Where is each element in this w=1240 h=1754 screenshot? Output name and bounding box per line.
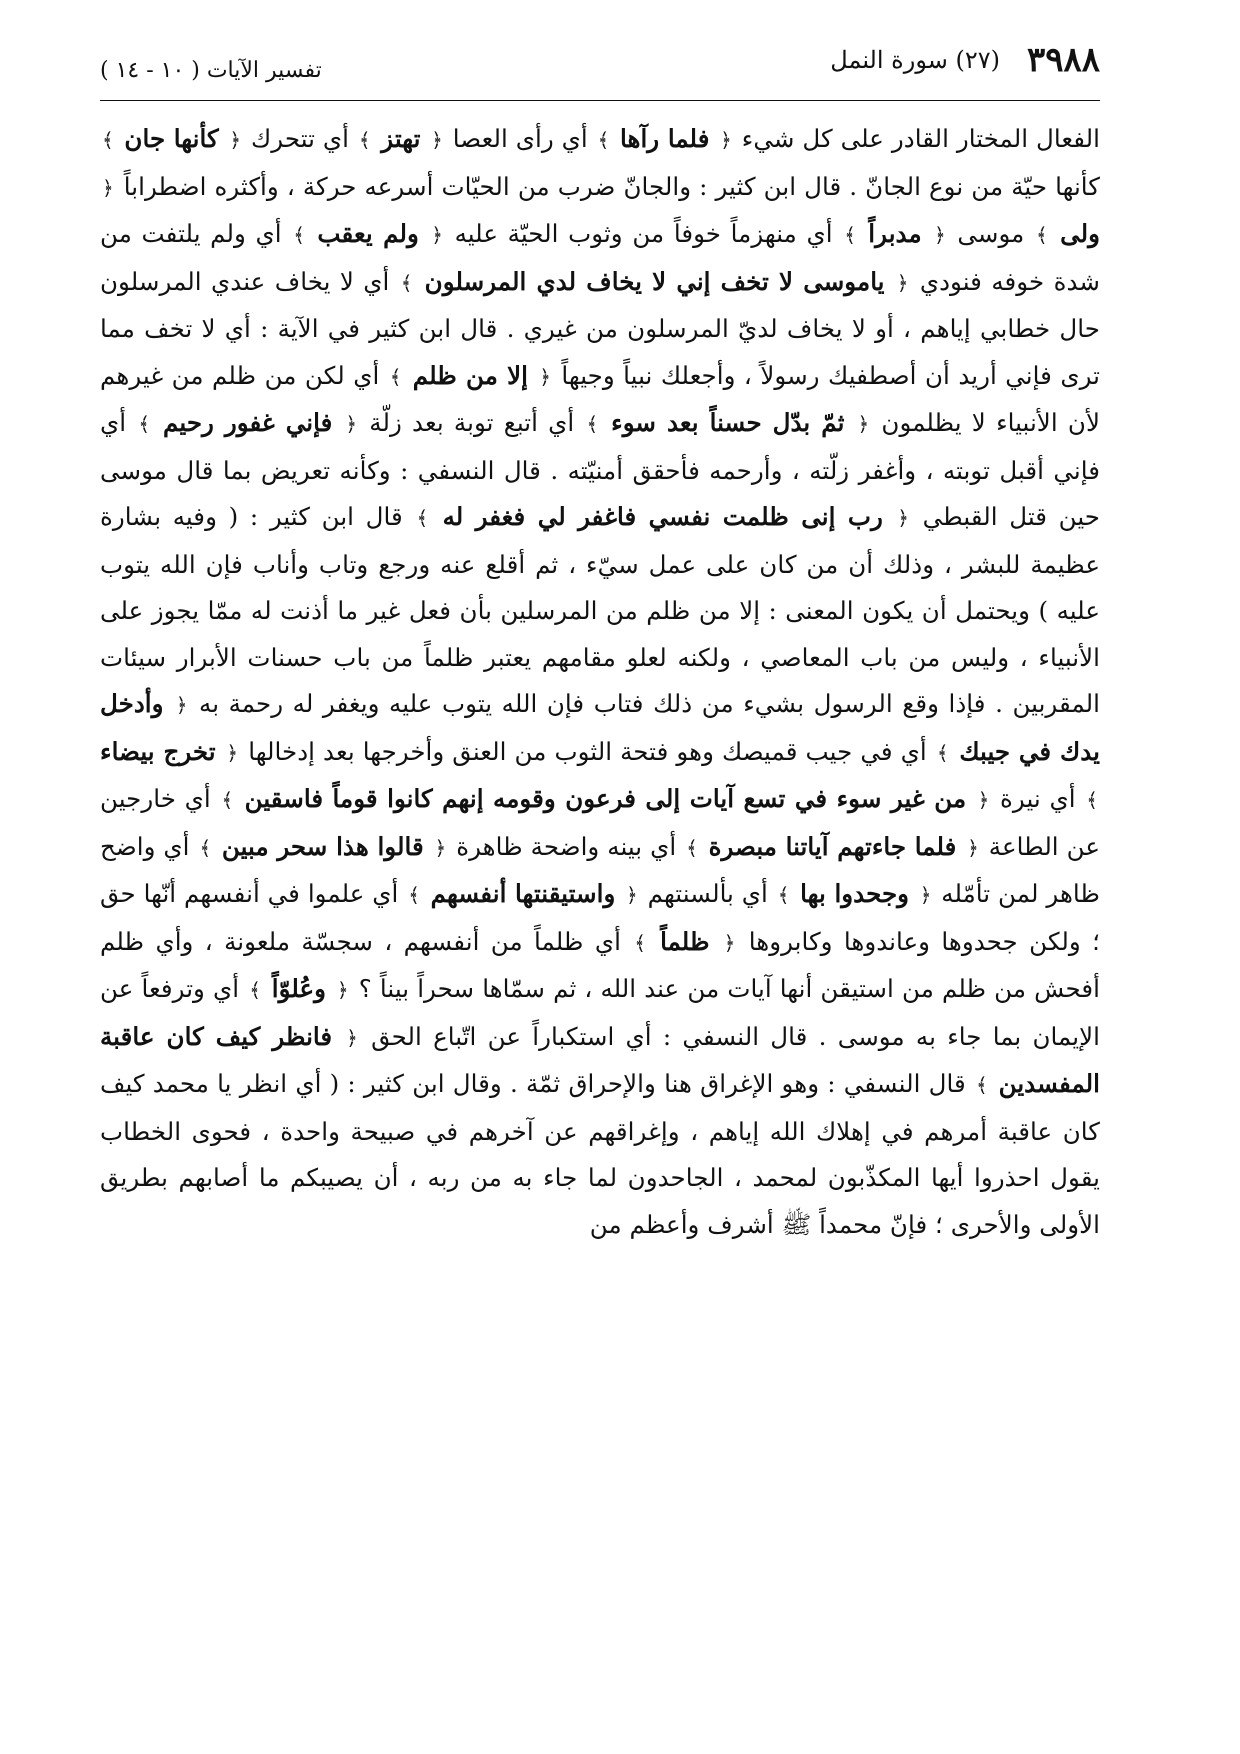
- ornate-bracket-close: ﴾: [221, 788, 234, 812]
- ornate-bracket-open: ﴿: [102, 175, 114, 200]
- commentary-text: أي تتحرك: [243, 124, 357, 153]
- quran-text: وجحدوا بها: [791, 879, 918, 908]
- header-divider: [100, 100, 1100, 101]
- ornate-bracket-close: ﴾: [416, 506, 429, 530]
- ornate-bracket-close: ﴾: [975, 1073, 988, 1097]
- quran-excerpt: [684, 832, 981, 861]
- ornate-bracket-open: ﴿: [431, 223, 443, 247]
- ornate-bracket-close: ﴾: [936, 740, 949, 765]
- commentary-text: أي نيرة: [991, 784, 1085, 813]
- commentary-text: أي رأى العصا: [444, 124, 596, 153]
- ornate-bracket-close: ﴾: [293, 223, 306, 247]
- quran-text: إلا من ظلم: [403, 360, 538, 390]
- commentary-text: قال ابن كثير : ( وفيه بشارة عظيمة للبشر ، وذلك أن من كان على عمل سيّء ، ثم أقلع عنه ورجع وتاب وأناب فإن الله يتوب عليه ) ويحتمل أن يكون المعنى : إلا من ظلم من المرسلين بأن فعل غير ما أذنت له ممّا يجوز على الأنبياء ، وليس من باب المعاصي ، ولكنه لعلو مقامهم يعتبر ظلماً من باب حسنات الأبرار سيئات المقربين . فإذا وقع الرسول بشيء من ذلك فتاب فإن الله يتوب عليه ويغفر له رحمة به: [100, 502, 1100, 718]
- quran-text: تخرج بيضاء: [100, 736, 225, 766]
- ornate-bracket-open: ﴿: [967, 835, 979, 860]
- quran-text: فلما جاءتهم آياتنا مبصرة: [699, 831, 966, 861]
- ornate-bracket-open: ﴿: [857, 412, 870, 436]
- ornate-bracket-open: ﴿: [175, 693, 188, 717]
- quran-text: واستيقنتها أنفسهم: [422, 879, 624, 908]
- quran-excerpt: [596, 124, 734, 153]
- ornate-bracket-open: ﴿: [229, 128, 242, 152]
- quran-excerpt: [291, 219, 445, 248]
- quran-excerpt: [247, 974, 350, 1003]
- commentary-text: أي واضح ظاهر لمن تأمّله: [100, 831, 1100, 908]
- ornate-bracket-close: ﴾: [249, 978, 261, 1002]
- quran-text: كأنها جان: [115, 124, 228, 153]
- quran-text: فلما رآها: [611, 124, 719, 153]
- quran-excerpt: [219, 784, 991, 813]
- ornate-bracket-open: ﴿: [431, 128, 443, 152]
- quran-excerpt: [197, 832, 448, 861]
- quran-text: فإني غفور رحيم: [152, 408, 344, 437]
- commentary-text: كأنها حيّة من نوع الجانّ . قال ابن كثير : والجانّ ضرب من الحيّات أسرعه حركة ، وأكثره اضطراباً: [115, 171, 1100, 201]
- quran-text: ياموسى لا تخف إني لا يخاف لدي المرسلون: [414, 266, 895, 296]
- ornate-bracket-open: ﴿: [226, 740, 239, 765]
- commentary-text: أي فإني أقبل توبته ، وأغفر زلّته ، وأرحمه فأحقق أمنيّته . قال النسفي : وكأنه تعريض بما قال موسى حين قتل القبطي: [100, 408, 1101, 531]
- quran-excerpt: [406, 879, 639, 908]
- ornate-bracket-open: ﴿: [934, 223, 946, 247]
- tafsir-body: [100, 116, 1100, 1248]
- commentary-text: الفعال المختار القادر على كل شيء: [733, 124, 1101, 153]
- quran-excerpt: [357, 124, 445, 153]
- ornate-bracket-close: ﴾: [358, 128, 371, 152]
- ornate-bracket-open: ﴿: [897, 506, 909, 530]
- ornate-bracket-open: ﴿: [625, 883, 638, 907]
- quran-text: تهتز: [372, 124, 430, 153]
- ornate-bracket-close: ﴾: [408, 883, 420, 907]
- commentary-text: أي أتبع توبة بعد زلّة: [359, 408, 585, 437]
- ornate-bracket-close: ﴾: [777, 883, 790, 907]
- ornate-bracket-close: ﴾: [844, 223, 856, 247]
- quran-excerpt: [776, 879, 934, 908]
- commentary-text: قال النسفي : وهو الإغراق هنا والإحراق ثمّة . وقال ابن كثير : ( أي انظر يا محمد كيف كان عاقبة أمرهم في إهلاك الله إياهم ، وإغراقهم عن آخرهم في صبيحة واحدة ، فحوى الخطاب يقول احذروا أيها المكذّبون لمحمد ، الجاحدون لما جاء به من ربه ، أن يصيبكم ما أصابهم بطريق الأولى والأحرى ؛ فإنّ محمداً ﷺ أشرف وأعظم من: [100, 1069, 1100, 1239]
- quran-text: مدبراً: [857, 219, 933, 248]
- section-title: تفسير الآيات ( ١٠ - ١٤ ): [100, 58, 322, 83]
- ornate-bracket-close: ﴾: [138, 412, 151, 436]
- quran-excerpt: [136, 408, 359, 437]
- commentary-text: أي بألسنتهم: [639, 879, 776, 908]
- commentary-text: موسى: [947, 219, 1035, 248]
- commentary-text: أي ظلماً من أنفسهم ، سجسّة ملعونة ، وأي ظلم أفحش من ظلم من استيقن أنها آيات من عند الله ، ثم سمّاها سحراً بيناً ؟: [100, 926, 1100, 1003]
- quran-text: ظلماً: [647, 926, 722, 956]
- ornate-bracket-close: ﴾: [199, 835, 212, 860]
- ornate-bracket-open: ﴿: [723, 930, 736, 955]
- ornate-bracket-close: ﴾: [389, 364, 402, 389]
- ornate-bracket-open: ﴿: [720, 128, 732, 152]
- commentary-text: أي خارجين عن الطاعة: [100, 784, 1100, 861]
- ornate-bracket-close: ﴾: [1036, 223, 1048, 247]
- ornate-bracket-close: ﴾: [634, 930, 646, 955]
- quran-text: ثمّ بدّل حسناً بعد سوء: [600, 408, 856, 437]
- quran-text: وأدخل يدك في جيبك: [100, 689, 1100, 766]
- ornate-bracket-open: ﴿: [539, 364, 551, 389]
- ornate-bracket-close: ﴾: [586, 412, 599, 436]
- ornate-bracket-open: ﴿: [977, 788, 990, 812]
- quran-excerpt: [414, 502, 911, 531]
- quran-text: ولى: [1049, 219, 1100, 248]
- commentary-text: أي ولم يلتفت من شدة خوفه فنودي: [100, 219, 1101, 296]
- ornate-bracket-open: ﴿: [434, 835, 447, 860]
- ornate-bracket-close: ﴾: [1086, 788, 1098, 812]
- quran-text: قالوا هذا سحر مبين: [213, 831, 433, 861]
- ornate-bracket-open: ﴿: [919, 883, 932, 907]
- quran-text: ولم يعقب: [307, 219, 430, 248]
- ornate-bracket-close: ﴾: [102, 128, 114, 152]
- quran-excerpt: [388, 361, 553, 390]
- commentary-text: أي وترفعاً عن الإيمان بما جاء به موسى . قال النسفي : أي استكباراً عن اتّباع الحق: [100, 974, 1100, 1051]
- quran-excerpt: [584, 408, 871, 437]
- quran-text: من غير سوء في تسع آيات إلى فرعون وقومه إنهم كانوا قوماً فاسقين: [235, 784, 976, 813]
- page-header: [100, 40, 1100, 90]
- quran-excerpt: [399, 267, 911, 296]
- commentary-text: أي في جيب قميصك وهو فتحة الثوب من العنق وأخرجها بعد إدخالها: [240, 736, 935, 766]
- quran-text: وعُلوّاً: [262, 974, 335, 1003]
- document-page: [100, 40, 1100, 1720]
- ornate-bracket-close: ﴾: [400, 270, 413, 295]
- commentary-text: أي لا يخاف عندي المرسلون حال خطابي إياهم ، أو لا يخاف لديّ المرسلون من غيري . قال ابن كثير في الآية : أي لا تخف مما ترى فإني أريد أن أصطفيك رسولاً ، وأجعلك نبياً وجيهاً: [100, 266, 1100, 390]
- ornate-bracket-open: ﴿: [346, 1025, 358, 1050]
- ornate-bracket-close: ﴾: [686, 835, 698, 860]
- page-number: ٣٩٨٨: [1026, 40, 1100, 80]
- quran-excerpt: [100, 124, 243, 153]
- ornate-bracket-open: ﴿: [336, 978, 349, 1002]
- ornate-bracket-close: ﴾: [597, 128, 610, 152]
- tafsir-paragraph: [100, 116, 1100, 1248]
- ornate-bracket-open: ﴿: [345, 412, 358, 436]
- surah-name: (٢٧) سورة النمل: [830, 46, 1000, 74]
- quran-text: فانظر كيف كان عاقبة المفسدين: [100, 1021, 1101, 1098]
- ornate-bracket-open: ﴿: [896, 270, 909, 295]
- commentary-text: أي منهزماً خوفاً من وثوب الحيّة عليه: [444, 219, 843, 248]
- commentary-text: أي بينه واضحة ظاهرة: [448, 831, 685, 861]
- commentary-text: أي علموا في أنفسهم أنّها حق ؛ ولكن جحدوها وعاندوها وكابروها: [100, 879, 1100, 956]
- quran-excerpt: [632, 927, 737, 956]
- quran-excerpt: [842, 219, 948, 248]
- quran-text: رب إنى ظلمت نفسي فاغفر لي فغفر له: [430, 502, 896, 531]
- commentary-text: أي لكن من ظلم من غيرهم لأن الأنبياء لا يظلمون: [100, 360, 1100, 437]
